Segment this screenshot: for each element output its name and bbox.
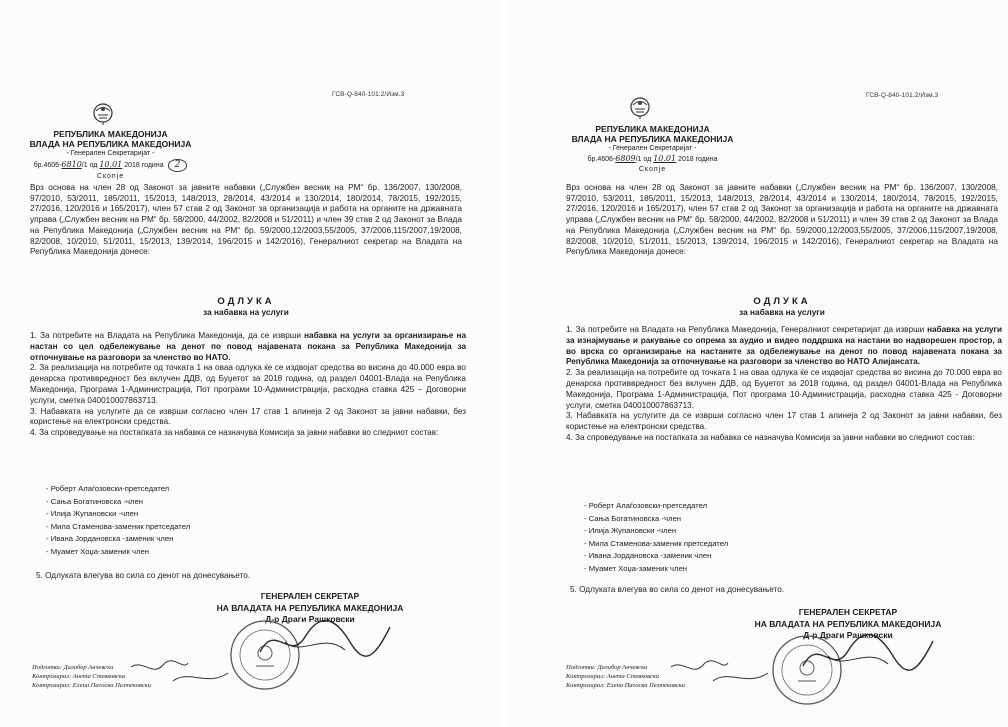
handwritten-signature-icon <box>798 626 938 678</box>
signatory-title: ГЕНЕРАЛЕН СЕКРЕТАР <box>260 591 360 601</box>
signatory-title: ГЕНЕРАЛЕН СЕКРЕТАР <box>798 607 898 617</box>
list-item: - Сања Богатиновска -член <box>46 496 144 506</box>
item-1-text: 1. За потребите на Владата на Република Македонија, да се изврши <box>30 331 305 340</box>
decision-title-block <box>30 296 462 317</box>
decision-title: ОДЛУКА <box>217 296 275 307</box>
handwritten-date: 10.01 <box>653 154 677 163</box>
signatory-institution: НА ВЛАДАТА НА РЕПУБЛИКА МАКЕДОНИЈА <box>754 618 942 629</box>
prepared-by: Подготви: Далибор Анчевски <box>32 664 114 671</box>
city-name: Скопје <box>96 173 125 180</box>
number-separator: /1 <box>81 162 88 169</box>
list-item: - Ивана Јордановска -заменик член <box>46 534 174 544</box>
number-prefix: бр.4606- <box>33 162 62 169</box>
prepared-by: Подготви: Далибор Анчевски <box>566 664 648 671</box>
handwritten-date: 10.01 <box>99 160 123 169</box>
country-name: РЕПУБЛИКА МАКЕДОНИЈА <box>595 124 710 134</box>
item-1-text: 1. За потребите на Владата на Република Македонија, Генералниот секретаријат да изврши <box>566 325 928 334</box>
circled-number: 2 <box>168 159 188 172</box>
signatory-institution: НА ВЛАДАТА НА РЕПУБЛИКА МАКЕДОНИЈА <box>216 602 404 613</box>
decision-items <box>30 331 466 439</box>
coat-of-arms-icon <box>92 102 114 126</box>
list-item: - Ивана Јордановска -заменик член <box>584 551 712 561</box>
handwritten-number: 6809 <box>615 154 636 163</box>
form-reference-code: ГСВ-Q-840-101.2/Изм.3 <box>332 91 405 98</box>
number-prefix: бр.4606- <box>587 156 616 163</box>
item-1-bold-text: набавка на услуги за организирање на настан со цел одбележување на денот по повод најавената покана за Република Македонија за отпочнување на разговори за членство во НАТО. <box>30 331 466 362</box>
decision-title-block <box>566 296 998 317</box>
issuer-header <box>560 124 745 175</box>
controlled-by: Контролирал: Елена Пагоска Пелтековски <box>566 682 685 689</box>
item-1 <box>30 331 466 363</box>
initials-icon <box>668 657 778 691</box>
list-item: - Муамет Хоџа-заменик член <box>584 563 687 573</box>
date-label: од <box>87 162 100 169</box>
decision-document-right <box>508 0 1008 727</box>
list-item: - Мила Стаменова-заменик претседател <box>584 538 729 548</box>
list-item: - Мила Стаменова-заменик претседател <box>46 521 191 531</box>
item-4: 4. За спроведување на постапката за набавка се назначува Комисија за јавни набавки во следниот состав: <box>566 432 975 442</box>
secretariat-name: - Генерален Секретаријат - <box>608 145 697 152</box>
handwritten-signature-icon <box>255 612 395 664</box>
item-2: 2. За реализација на потребите од точката 1 на оваа одлука ќе се издвојат средства во висина до 70.000 евра во денарска противвредност без вклучен ДДВ, од Буџетот за 2018 година, од раздел 04001-Влада на Република Македонија, Програма 1-Администрација, Пот програма 10-Администрација, расходна ставка 425 - Договорни услуги, сметка 040010007863713. <box>566 368 1002 410</box>
date-suffix: 2018 година <box>122 162 164 169</box>
item-4: 4. За спроведување на постапката за набавка се назначува Комисија за јавни набавки во следниот состав: <box>30 428 439 438</box>
decision-subtitle: за набавка на услуги <box>739 307 825 317</box>
handwritten-number: 6810 <box>61 160 82 169</box>
decision-subtitle: за набавка на услуги <box>203 307 289 317</box>
initials-icon <box>128 657 238 691</box>
decision-document-left <box>0 0 500 727</box>
date-suffix: 2018 година <box>676 156 718 163</box>
form-reference-code: ГСВ-Q-840-101.2/Изм.3 <box>866 92 939 99</box>
list-item: - Роберт Алаѓозовски-претседател <box>584 501 708 510</box>
item-5: 5. Одлуката влегува во сила со денот на донесувањето. <box>570 585 785 594</box>
item-5: 5. Одлуката влегува во сила со денот на донесувањето. <box>36 571 251 580</box>
document-number-line <box>18 159 203 172</box>
list-item: - Илија Жупановски -член <box>584 526 677 536</box>
signatory-name: Д-р Драги Рашковски <box>803 630 893 640</box>
controlled-by: Контролирал: Елена Пагоска Пелтековски <box>32 682 151 689</box>
number-separator: /1 <box>635 156 642 163</box>
coat-of-arms-icon <box>629 96 651 120</box>
issuer-header <box>18 129 203 182</box>
secretariat-name: - Генерален Секретаријат - <box>66 150 155 157</box>
commission-members <box>46 483 190 559</box>
decision-items <box>566 325 1002 444</box>
decision-title: ОДЛУКА <box>753 296 811 307</box>
list-item: - Сања Богатиновска -член <box>584 513 682 523</box>
country-name: РЕПУБЛИКА МАКЕДОНИЈА <box>53 129 168 139</box>
item-1 <box>566 325 1002 368</box>
document-number-line <box>560 154 745 165</box>
item-3: 3. Набавката на услугите да се изврши согласно член 17 став 1 алинеја 2 од Законот за јавни набавки, без користење на електронски средства. <box>30 406 466 427</box>
item-2: 2. За реализација на потребите од точката 1 на оваа одлука ќе се издвојат средства во висина до 40.000 евра во денарска противвредност без вклучен ДДВ, од Буџетот за 2018 година, од раздел 04001-Влада на Република Македонија, Програма 1-Администрација, Пот програми 10-Администрација, расходна ставка 425 – Договорни услуги, сметка 040010007863713. <box>30 363 466 405</box>
government-name: ВЛАДА НА РЕПУБЛИКА МАКЕДОНИЈА <box>29 139 192 149</box>
list-item: - Муамет Хоџа-заменик член <box>46 546 149 556</box>
preamble: Врз основа на член 28 од Законот за јавните набавки („Службен весник на РМ“ бр. 136/2007, 130/2008, 97/2010, 53/2011, 185/2011, 15/2013, 148/2013, 28/2014, 43/2014 и 130/2014, 180/2014, 78/2015, 192/2015, 27/2016, 120/2016 и 165/2017), член 57 став 2 од Законот за организација и работа на органите на државната управа („Службен весник на РМ“ бр. 58/2000, 44/2002, 82/2008 и 51/2011) и член 39 став 2 од Законот за Влада на Република Македонија („Службен весник на РМ“ бр. 59/2000,12/2003,55/2005, 37/2006,115/2007,19/2008, 82/2008, 10/2010, 51/2011, 15/2013, 139/2014, 196/2015 и 142/2016), Генералниот секретар на Владата на Република Македонија донесе: <box>566 182 998 257</box>
preamble: Врз основа на член 28 од Законот за јавните набавки („Службен весник на РМ“ бр. 136/2007, 130/2008, 97/2010, 53/2011, 185/2011, 15/2013, 148/2013, 28/2014, 43/2014 и 130/2014, 180/2014, 78/2015, 192/2015, 27/2016, 120/2016 и 165/2017), член 57 став 2 од Законот за организација и работа на органите на државната управа („Службен весник на РМ“ бр. 58/2000, 44/2002, 82/2008 и 51/2011) и член 39 став 2 од Законот за Влада на Република Македонија („Службен весник на РМ“ бр. 59/2000,12/2003,55/2005, 37/2006,115/2007,19/2008, 82/2008, 10/2010, 51/2011, 15/2013, 139/2014, 196/2015 и 142/2016), Генералниот секретар на Владата на Република Македонија донесе: <box>30 182 462 257</box>
commission-members <box>584 500 728 576</box>
list-item: - Роберт Алаѓозовски-претседател <box>46 484 170 493</box>
controlled-by: Контролирал: Анета Стевковска <box>32 673 126 680</box>
list-item: - Илија Жупановски -член <box>46 509 139 519</box>
item-1-bold-text: набавка на услуги за изнајмување и ракување со опрема за аудио и видео поддршка на настани во надворешен простор, а во врска со организирање на настаните за одбележување на денот по повод најавената покана за Република Македонија за отпочнување на разговори за членство во НАТО Алијансата. <box>566 325 1002 367</box>
government-name: ВЛАДА НА РЕПУБЛИКА МАКЕДОНИЈА <box>571 134 734 144</box>
city-name: Скопје <box>638 166 667 173</box>
item-3: 3. Набавката на услугите да се изврши согласно член 17 став 1 алинеја 2 од Законот за јавни набавки, без користење на електронски средства. <box>566 411 1002 432</box>
signatory-name: Д-р Драги Рашковски <box>265 614 355 624</box>
controlled-by: Контролирал: Анета Стевковска <box>566 673 660 680</box>
date-label: од <box>641 156 654 163</box>
